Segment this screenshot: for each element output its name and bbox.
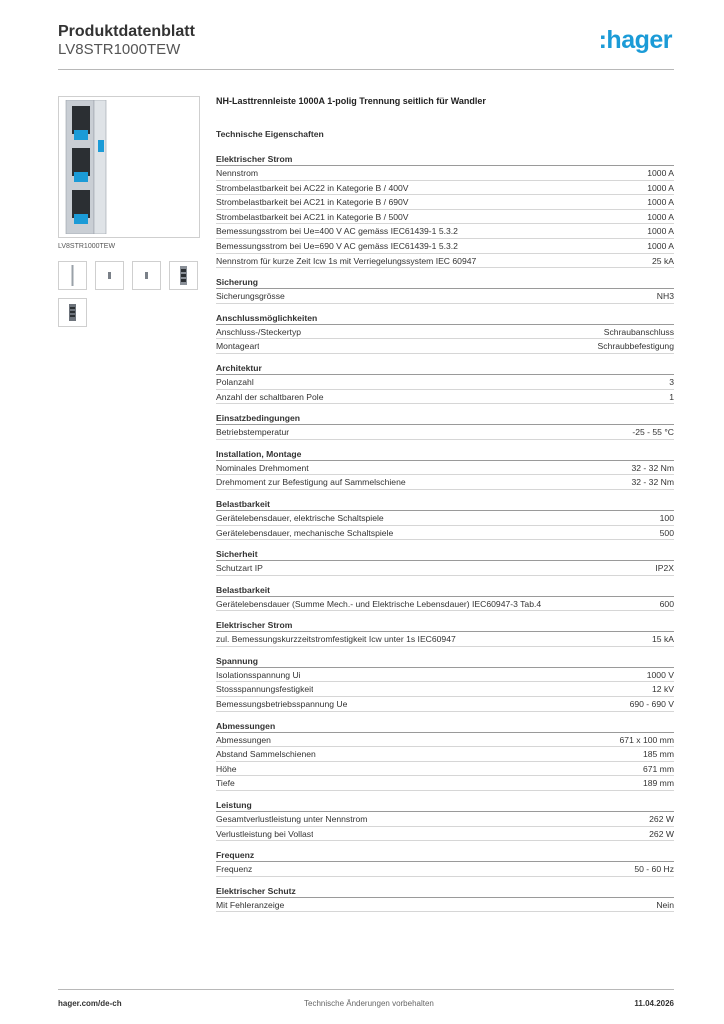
spec-row [216, 166, 674, 181]
spec-row [216, 632, 674, 647]
spec-row [216, 733, 674, 748]
thumbnail-2-icon [96, 262, 123, 289]
footer-date: 11.04.2026 [634, 999, 674, 1008]
spec-label: Mit Fehleranzeige [216, 899, 285, 910]
section-heading: Abmessungen [216, 721, 674, 733]
spec-value: 600 [659, 598, 674, 609]
spec-value: 262 W [649, 814, 674, 825]
spec-value: NH3 [656, 291, 674, 302]
thumbnail-1[interactable] [58, 261, 87, 290]
spec-label: Abstand Sammelschienen [216, 749, 316, 760]
spec-section [216, 800, 674, 841]
spec-label: Polanzahl [216, 376, 254, 387]
spec-value: 1000 A [647, 226, 674, 237]
spec-row [216, 682, 674, 697]
spec-value: 25 kA [652, 255, 674, 266]
spec-section [216, 886, 674, 913]
product-image [62, 100, 110, 234]
spec-label: Abmessungen [216, 734, 271, 745]
technical-properties-heading: Technische Eigenschaften [216, 129, 324, 139]
spec-row [216, 339, 674, 354]
product-reference: LV8STR1000TEW [58, 41, 181, 58]
thumbnail-5-icon [59, 299, 86, 326]
specification-panel [216, 96, 674, 921]
spec-label: Strombelastbarkeit bei AC22 in Kategorie B / 400V [216, 182, 409, 193]
spec-row [216, 475, 674, 490]
spec-value: 3 [669, 376, 674, 387]
spec-row [216, 697, 674, 712]
spec-value: 1000 A [647, 168, 674, 178]
spec-row [216, 461, 674, 476]
spec-row [216, 776, 674, 791]
spec-label: Verlustleistung bei Vollast [216, 828, 314, 839]
spec-label: Gerätelebensdauer (Summe Mech.- und Elektrische Lebensdauer) IEC60947-3 Tab.4 [216, 598, 542, 609]
spec-value: 1000 V [646, 669, 674, 680]
spec-row [216, 195, 674, 210]
spec-row [216, 181, 674, 196]
spec-row [216, 827, 674, 842]
spec-row [216, 762, 674, 777]
spec-value: 1000 A [647, 240, 674, 251]
thumbnail-1-icon [59, 262, 86, 289]
section-heading: Anschlussmöglichkeiten [216, 313, 674, 325]
thumbnail-4-icon [170, 262, 197, 289]
section-heading: Frequenz [216, 850, 674, 862]
spec-section [216, 620, 674, 647]
spec-label: Nennstrom [216, 168, 259, 178]
thumbnail-4[interactable] [169, 261, 198, 290]
spec-row [216, 862, 674, 877]
spec-value: 32 - 32 Nm [631, 462, 674, 473]
spec-label: Isolationsspannung Ui [216, 669, 301, 680]
spec-label: Anzahl der schaltbaren Pole [216, 391, 324, 402]
spec-value: 100 [659, 512, 674, 523]
spec-label: Anschluss-/Steckertyp [216, 326, 302, 337]
spec-label: Gesamtverlustleistung unter Nennstrom [216, 814, 368, 825]
spec-row [216, 812, 674, 827]
spec-row [216, 526, 674, 541]
spec-label: Gerätelebensdauer, elektrische Schaltspiele [216, 512, 384, 523]
spec-row [216, 511, 674, 526]
spec-value: 500 [659, 527, 674, 538]
spec-value: 1000 A [647, 211, 674, 222]
spec-value: 50 - 60 Hz [634, 864, 674, 875]
spec-value: 262 W [649, 828, 674, 839]
spec-row [216, 325, 674, 340]
spec-label: Höhe [216, 763, 237, 774]
spec-section [216, 154, 674, 268]
spec-label: Bemessungsstrom bei Ue=690 V AC gemäss IEC61439-1 5.3.2 [216, 240, 458, 251]
spec-label: Frequenz [216, 864, 253, 875]
spec-section [216, 277, 674, 304]
spec-label: Drehmoment zur Befestigung auf Sammelschiene [216, 477, 406, 488]
spec-row [216, 210, 674, 225]
spec-label: Bemessungsstrom bei Ue=400 V AC gemäss IEC61439-1 5.3.2 [216, 226, 458, 237]
spec-section [216, 363, 674, 404]
spec-section [216, 499, 674, 540]
footer-note: Technische Änderungen vorbehalten [304, 999, 434, 1008]
thumbnail-3-icon [133, 262, 160, 289]
section-heading: Belastbarkeit [216, 499, 674, 511]
section-heading: Sicherung [216, 277, 674, 289]
section-heading: Sicherheit [216, 549, 674, 561]
spec-section [216, 549, 674, 576]
hager-logo: :hager [598, 26, 672, 54]
spec-value: 15 kA [652, 634, 674, 645]
section-heading: Elektrischer Schutz [216, 886, 674, 898]
thumbnail-2[interactable] [95, 261, 124, 290]
spec-value: 1000 A [647, 182, 674, 193]
spec-label: Strombelastbarkeit bei AC21 in Kategorie B / 690V [216, 197, 409, 208]
product-title: NH-Lasttrennleiste 1000A 1-polig Trennung seitlich für Wandler [216, 96, 486, 106]
spec-label: Bemessungsbetriebsspannung Ue [216, 699, 348, 710]
product-image-caption: LV8STR1000TEW [58, 243, 116, 250]
product-image-frame [58, 96, 200, 238]
spec-value: 690 - 690 V [629, 699, 674, 710]
spec-section [216, 721, 674, 791]
section-heading: Elektrischer Strom [216, 620, 674, 632]
section-heading: Spannung [216, 656, 674, 668]
spec-value: 671 mm [642, 763, 674, 774]
spec-value: Schraubanschluss [603, 326, 674, 337]
thumbnail-5[interactable] [58, 298, 87, 327]
spec-row [216, 375, 674, 390]
spec-row [216, 747, 674, 762]
spec-row [216, 425, 674, 440]
spec-value: IP2X [655, 563, 674, 574]
spec-sections [216, 154, 674, 912]
spec-value: 32 - 32 Nm [631, 477, 674, 488]
spec-label: Stossspannungsfestigkeit [216, 684, 314, 695]
spec-section [216, 850, 674, 877]
section-heading: Leistung [216, 800, 674, 812]
spec-value: 1 [669, 391, 674, 402]
spec-value: 1000 A [647, 197, 674, 208]
spec-value: 189 mm [642, 778, 674, 789]
spec-value: 671 x 100 mm [619, 734, 674, 745]
spec-row [216, 239, 674, 254]
footer-url[interactable]: hager.com/de-ch [58, 999, 122, 1008]
section-heading: Architektur [216, 363, 674, 375]
spec-section [216, 449, 674, 490]
spec-label: Betriebstemperatur [216, 427, 290, 438]
spec-row [216, 561, 674, 576]
spec-label: Gerätelebensdauer, mechanische Schaltspiele [216, 527, 394, 538]
spec-section [216, 585, 674, 612]
spec-value: 185 mm [642, 749, 674, 760]
spec-label: Nennstrom für kurze Zeit Icw 1s mit Verriegelungssystem IEC 60947 [216, 255, 477, 266]
page-footer [58, 989, 674, 1013]
spec-label: Schutzart IP [216, 563, 263, 574]
spec-label: Montageart [216, 341, 260, 352]
section-heading: Einsatzbedingungen [216, 413, 674, 425]
spec-value: Nein [656, 899, 674, 910]
spec-section [216, 313, 674, 354]
spec-row [216, 224, 674, 239]
spec-row [216, 289, 674, 304]
spec-label: Tiefe [216, 778, 235, 789]
document-title: Produktdatenblatt [58, 23, 195, 40]
spec-row [216, 898, 674, 913]
spec-label: Strombelastbarkeit bei AC21 in Kategorie B / 500V [216, 211, 409, 222]
spec-section [216, 656, 674, 712]
section-heading: Installation, Montage [216, 449, 674, 461]
spec-value: 12 kV [652, 684, 674, 695]
spec-row [216, 254, 674, 269]
section-heading: Belastbarkeit [216, 585, 674, 597]
spec-label: zul. Bemessungskurzzeitstromfestigkeit Icw unter 1s IEC60947 [216, 634, 456, 645]
spec-label: Nominales Drehmoment [216, 462, 309, 473]
thumbnail-3[interactable] [132, 261, 161, 290]
spec-row [216, 668, 674, 683]
spec-row [216, 390, 674, 405]
spec-value: Schraubbefestigung [597, 341, 674, 352]
page-header [58, 22, 674, 70]
spec-value: -25 - 55 °C [632, 427, 674, 438]
spec-row [216, 597, 674, 612]
spec-label: Sicherungsgrösse [216, 291, 285, 302]
spec-section [216, 413, 674, 440]
section-heading: Elektrischer Strom [216, 154, 674, 166]
